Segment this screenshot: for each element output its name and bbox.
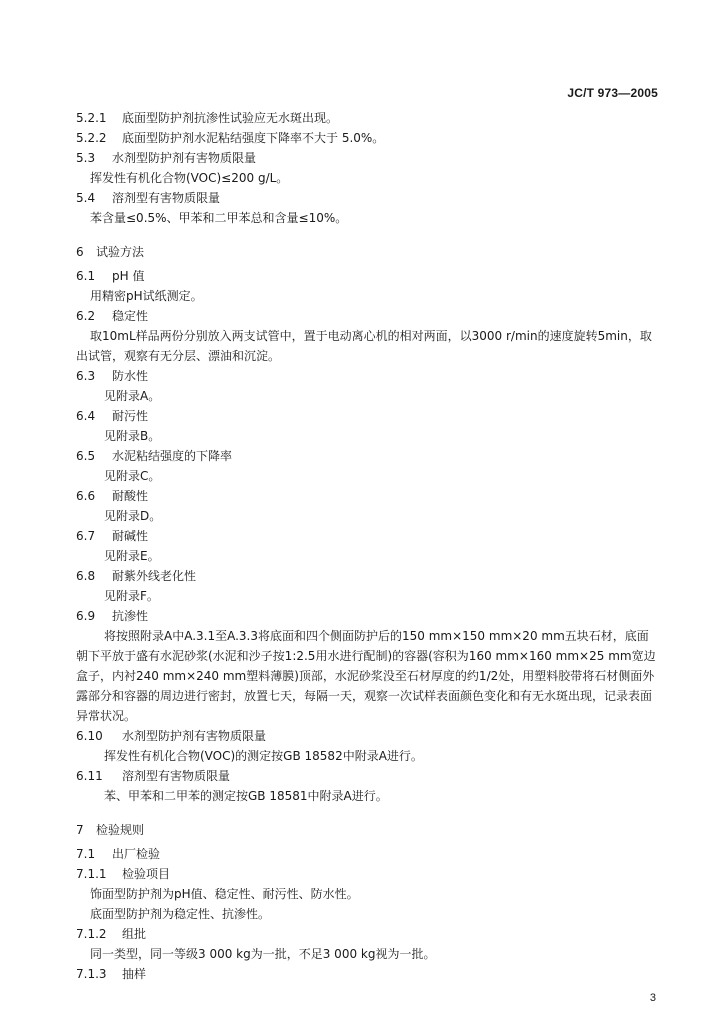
clause-6-2: 6.2 稳定性 <box>76 309 149 323</box>
clause-text: 见附录A。 <box>104 389 161 403</box>
clause-5-2-2: 5.2.2 底面型防护剂水泥粘结强度下降率不大于 5.0%。 <box>76 131 385 145</box>
chapter-6-heading: 6 试验方法 <box>76 245 145 259</box>
clause-6-8: 6.8 耐紫外线老化性 <box>76 569 197 583</box>
clause-6-10: 6.10 水剂型防护剂有害物质限量 <box>76 729 267 743</box>
clause-7-1: 7.1 出厂检验 <box>76 847 161 861</box>
clause-6-4: 6.4 耐污性 <box>76 409 149 423</box>
clause-text: 饰面型防护剂为pH值、稳定性、耐污性、防水性。 <box>90 887 359 901</box>
standard-code: JC/T 973—2005 <box>567 86 658 100</box>
clause-5-2-1: 5.2.1 底面型防护剂抗渗性试验应无水斑出现。 <box>76 111 339 125</box>
clause-text: 见附录F。 <box>104 589 159 603</box>
clause-text: 见附录B。 <box>104 429 161 443</box>
document-body <box>76 108 660 984</box>
clause-7-1-1: 7.1.1 检验项目 <box>76 867 171 881</box>
clause-text: 挥发性有机化合物(VOC)≤200 g/L。 <box>90 171 289 185</box>
clause-5-4: 5.4 溶剂型有害物质限量 <box>76 191 221 205</box>
clause-7-1-3: 7.1.3 抽样 <box>76 967 147 981</box>
clause-text: 挥发性有机化合物(VOC)的测定按GB 18582中附录A进行。 <box>104 749 423 763</box>
page-number: 3 <box>649 992 656 1004</box>
clause-6-3: 6.3 防水性 <box>76 369 149 383</box>
clause-6-7: 6.7 耐碱性 <box>76 529 149 543</box>
clause-5-3: 5.3 水剂型防护剂有害物质限量 <box>76 151 257 165</box>
clause-text: 用精密pH试纸测定。 <box>90 289 203 303</box>
clause-paragraph: 取10mL样品两份分别放入两支试管中，置于电动离心机的相对两面，以3000 r/min的速度旋转5min，取出试管，观察有无分层、漂油和沉淀。 <box>76 329 652 363</box>
clause-text: 同一类型，同一等级3 000 kg为一批，不足3 000 kg视为一批。 <box>90 947 436 961</box>
clause-paragraph: 将按照附录A中A.3.1至A.3.3将底面和四个侧面防护后的150 mm×150 mm×20 mm五块石材，底面朝下平放于盛有水泥砂浆(水泥和沙子按1:2.5用水进行配制)的容器(容积为160 mm×160 mm×25 mm宽边盒子，内衬240 mm×240 mm塑料薄膜)顶部，水泥砂浆没至石材厚度的约1/2处，用塑料胶带将石材侧面外露部分和容器的周边进行密封，放置七天，每隔一天，观察一次试样表面颜色变化和有无水斑出现，记录表面异常状况。 <box>76 629 656 723</box>
clause-6-5: 6.5 水泥粘结强度的下降率 <box>76 449 233 463</box>
clause-text: 苯含量≤0.5%、甲苯和二甲苯总和含量≤10%。 <box>90 211 348 225</box>
clause-text: 底面型防护剂为稳定性、抗渗性。 <box>90 907 271 921</box>
clause-text: 苯、甲苯和二甲苯的测定按GB 18581中附录A进行。 <box>104 789 388 803</box>
clause-7-1-2: 7.1.2 组批 <box>76 927 147 941</box>
clause-text: 见附录D。 <box>104 509 162 523</box>
clause-text: 见附录C。 <box>104 469 161 483</box>
clause-6-1: 6.1 pH 值 <box>76 269 145 283</box>
clause-6-9: 6.9 抗渗性 <box>76 609 149 623</box>
clause-text: 见附录E。 <box>104 549 160 563</box>
clause-6-6: 6.6 耐酸性 <box>76 489 149 503</box>
chapter-7-heading: 7 检验规则 <box>76 823 145 837</box>
clause-6-11: 6.11 溶剂型有害物质限量 <box>76 769 231 783</box>
